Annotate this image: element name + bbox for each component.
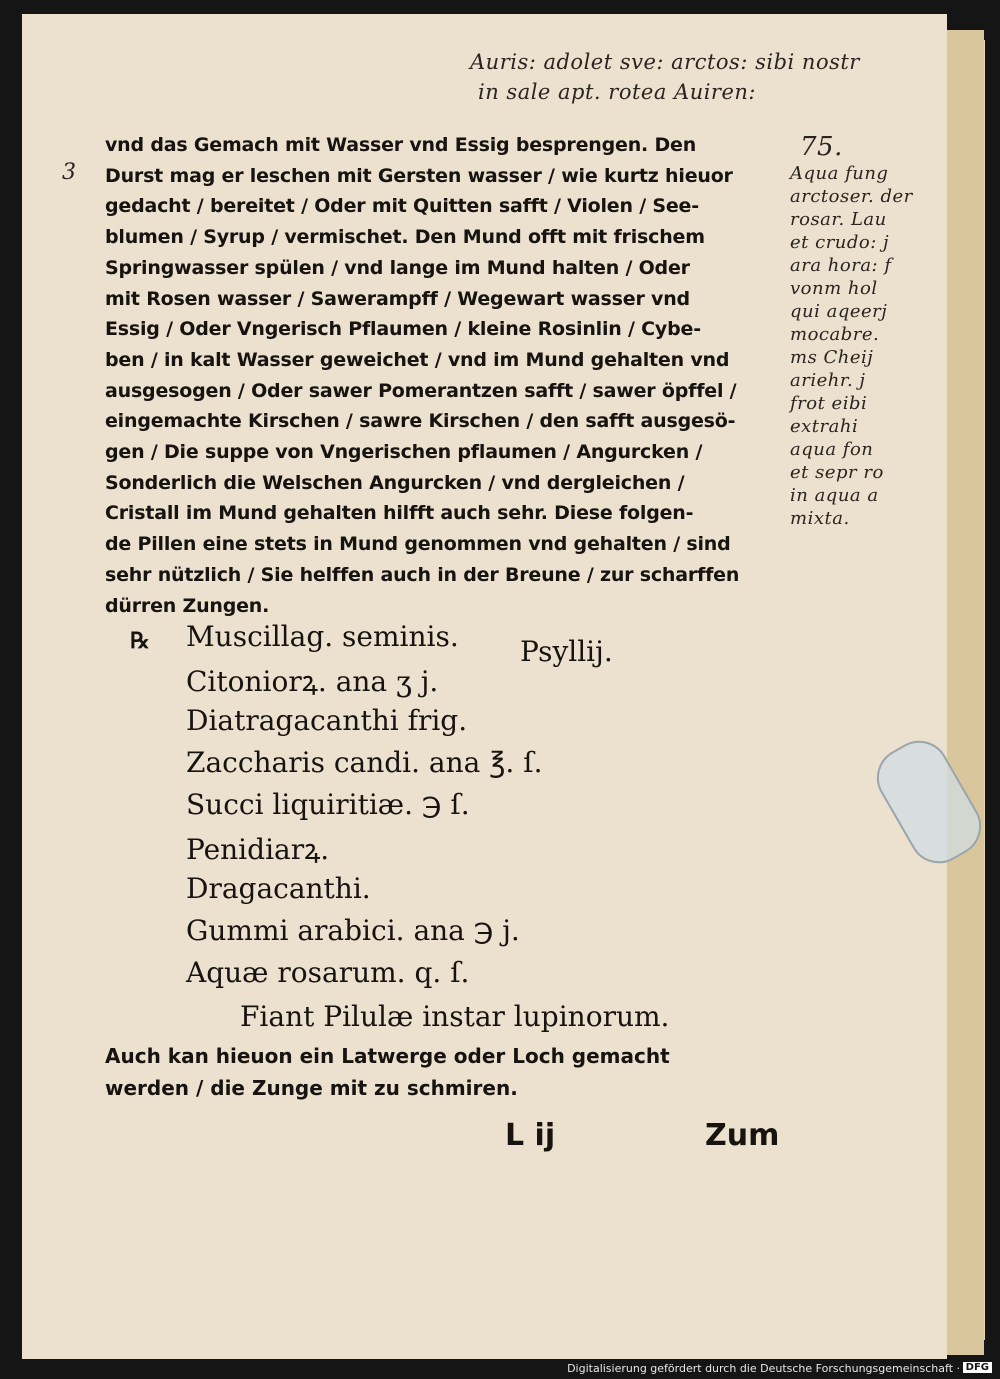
ingredient: Penidiarꝝ. xyxy=(186,833,330,866)
margin-note: in aqua a xyxy=(790,485,879,506)
ingredient: Citoniorꝝ. ana ʒ j. xyxy=(186,665,439,698)
footer-line: Auch kan hieuon ein Latwerge oder Loch gemacht xyxy=(105,1044,670,1068)
handwritten-note-line-1: Auris: adolet sve: arctos: sibi nostr xyxy=(470,50,860,74)
text-line: Cristall im Mund gehalten hilfft auch sehr. Diese folgen- xyxy=(105,502,694,525)
margin-note: mocabre. xyxy=(790,324,880,345)
margin-note: vonm hol xyxy=(790,278,878,299)
text-line: eingemachte Kirschen / sawre Kirschen / den safft ausgesö- xyxy=(105,410,736,433)
text-line: mit Rosen wasser / Sawerampff / Wegewart wasser vnd xyxy=(105,287,690,310)
credit-text: Digitalisierung gefördert durch die Deutsche Forschungsgemeinschaft · xyxy=(567,1362,960,1375)
text-line: blumen / Syrup / vermischet. Den Mund offt mit frischem xyxy=(105,226,705,249)
margin-note: mixta. xyxy=(790,508,850,529)
rx-symbol: ℞ xyxy=(130,628,150,654)
margin-note: frot eibi xyxy=(790,393,868,414)
text-line: ben / in kalt Wasser geweichet / vnd im Mund gehalten vnd xyxy=(105,348,730,371)
dfg-logo: DFG xyxy=(963,1362,992,1373)
margin-note: et crudo: j xyxy=(790,232,890,253)
ingredient: Muscillag. seminis. xyxy=(186,620,459,653)
margin-note: ariehr. j xyxy=(790,370,866,391)
signature-mark: L ij xyxy=(505,1118,556,1153)
text-line: gen / Die suppe von Vngerischen pflaumen / Angurcken / xyxy=(105,441,703,464)
handwritten-note-line-2: in sale apt. rotea Auiren: xyxy=(478,80,757,104)
recipe-closing: Fiant Pilulæ instar lupinorum. xyxy=(240,1000,670,1033)
ingredient: Dragacanthi. xyxy=(186,872,371,905)
ingredient: Zaccharis candi. ana ℥. ſ. xyxy=(186,746,543,779)
text-line: sehr nützlich / Sie helffen auch in der Breune / zur scharffen xyxy=(105,563,740,586)
text-line: Springwasser spülen / vnd lange im Mund halten / Oder xyxy=(105,256,690,279)
text-line: dürren Zungen. xyxy=(105,594,270,617)
page-number: 75. xyxy=(800,132,843,162)
margin-note: ms Cheij xyxy=(790,347,874,368)
line-mark: 3 xyxy=(62,160,77,185)
text-line: Durst mag er leschen mit Gersten wasser / wie kurtz hieuor xyxy=(105,164,733,187)
text-line: gedacht / bereitet / Oder mit Quitten safft / Violen / See- xyxy=(105,195,699,218)
text-line: Sonderlich die Welschen Angurcken / vnd dergleichen / xyxy=(105,471,685,494)
ingredient: Succi liquiritiæ. ℈ ſ. xyxy=(186,788,470,821)
ingredient: Aquæ rosarum. q. ſ. xyxy=(186,956,470,989)
margin-note: Aqua fung xyxy=(790,163,889,184)
body-text xyxy=(105,130,795,621)
footer-line: werden / die Zunge mit zu schmiren. xyxy=(105,1076,518,1100)
margin-note: ara hora: f xyxy=(790,255,892,276)
text-line: de Pillen eine stets in Mund genommen vnd gehalten / sind xyxy=(105,533,731,556)
ingredient: Diatragacanthi frig. xyxy=(186,704,468,737)
text-line: Essig / Oder Vngerisch Pflaumen / kleine Rosinlin / Cybe- xyxy=(105,318,701,341)
text-line: vnd das Gemach mit Wasser vnd Essig besprengen. Den xyxy=(105,134,697,156)
margin-note: rosar. Lau xyxy=(790,209,887,230)
catchword: Zum xyxy=(705,1118,780,1153)
margin-note: arctoser. der xyxy=(790,186,913,207)
margin-note: extrahi xyxy=(790,416,859,437)
margin-note: et sepr ro xyxy=(790,462,884,483)
margin-notes xyxy=(790,162,913,530)
psyllii-label: Psyllij. xyxy=(520,635,613,668)
text-line: ausgesogen / Oder sawer Pomerantzen safft / sawer öpffel / xyxy=(105,379,737,402)
margin-note: qui aqeerj xyxy=(790,301,888,322)
ingredient: Gummi arabici. ana ℈ j. xyxy=(186,914,520,947)
margin-note: aqua fon xyxy=(790,439,874,460)
